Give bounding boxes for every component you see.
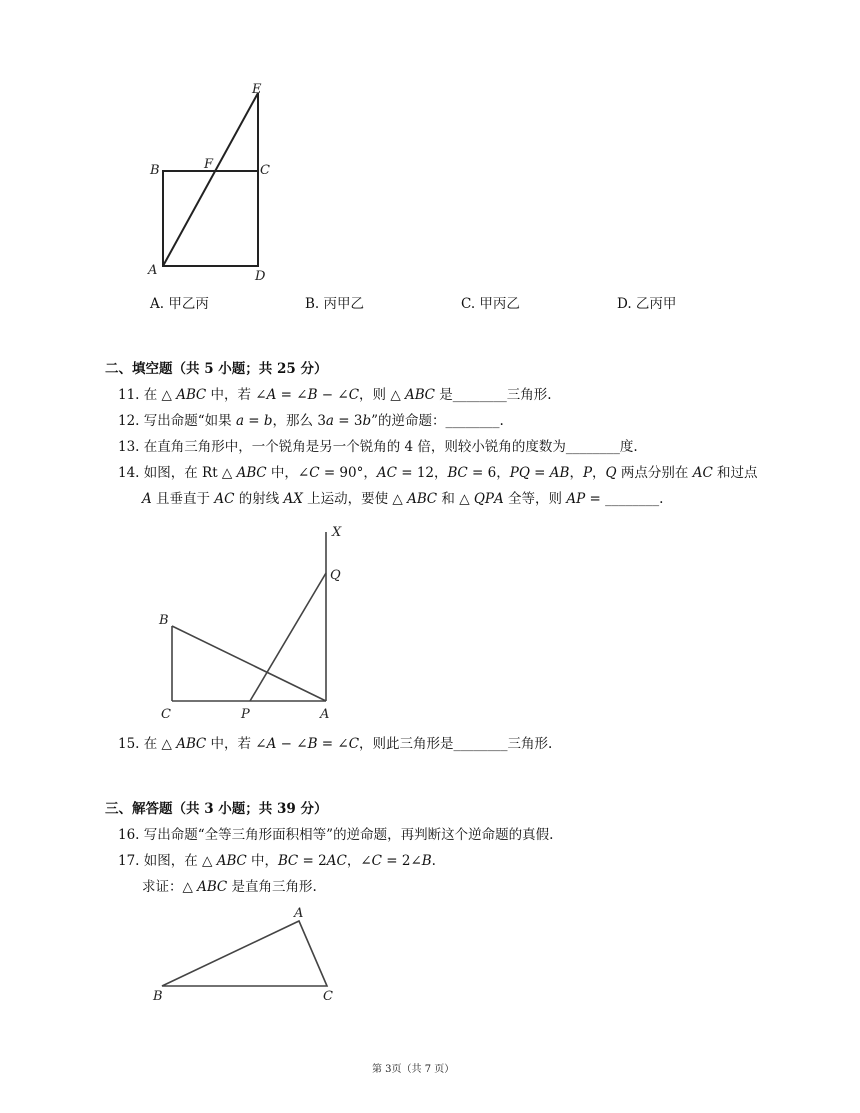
- label-d: D: [255, 269, 266, 284]
- label-a: A: [148, 263, 158, 278]
- triangle-abc: [162, 921, 327, 986]
- question-17-line-2: 求证：△ 𝐴𝐵𝐶 是直角三角形.: [142, 879, 317, 895]
- question-16: 16. 写出命题“全等三角形面积相等”的逆命题，再判断这个逆命题的真假.: [118, 827, 554, 843]
- label-q: Q: [330, 568, 341, 583]
- section-3-title: 三、解答题（共 3 小题；共 39 分）: [105, 801, 328, 817]
- label-f: F: [204, 157, 214, 172]
- section-2-title: 二、填空题（共 5 小题；共 25 分）: [105, 361, 328, 377]
- label-c: C: [161, 707, 171, 722]
- question-12: 12. 写出命题“如果 𝑎 = 𝑏，那么 3𝑎 = 3𝑏”的逆命题：________.: [118, 413, 504, 429]
- question-14-line-2: 𝐴 且垂直于 𝐴𝐶 的射线 𝐴𝑋 上运动，要使 △ 𝐴𝐵𝐶 和 △ 𝑄𝑃𝐴 全等，则 𝐴𝑃 = ________.: [142, 491, 664, 507]
- segment-ae: [163, 93, 258, 266]
- label-a: A: [320, 707, 330, 722]
- page-footer: 第 3页（共 7 页）: [372, 1064, 455, 1075]
- question-13: 13. 在直角三角形中，一个锐角是另一个锐角的 4 倍，则较小锐角的度数为________度.: [118, 439, 638, 455]
- label-x: X: [332, 525, 342, 540]
- label-e: E: [252, 82, 262, 97]
- question-14-line-1: 14. 如图，在 Rt △ 𝐴𝐵𝐶 中，∠𝐶 = 90°，𝐴𝐶 = 12，𝐵𝐶 = 6，𝑃𝑄 = 𝐴𝐵，𝑃，𝑄 两点分别在 𝐴𝐶 和过点: [118, 465, 758, 481]
- option-a: A. 甲乙丙: [150, 296, 209, 312]
- label-c: C: [260, 163, 270, 178]
- option-b: B. 丙甲乙: [305, 296, 365, 312]
- label-b: B: [150, 163, 160, 178]
- segment-ba: [172, 626, 326, 701]
- question-11: 11. 在 △ 𝐴𝐵𝐶 中，若 ∠𝐴 = ∠𝐵 − ∠𝐶，则 △ 𝐴𝐵𝐶 是________三角形.: [118, 387, 552, 403]
- square-figure: [140, 80, 280, 285]
- label-c: C: [323, 989, 333, 1004]
- question-17-figure: [145, 900, 345, 1005]
- square-abcd: [163, 171, 258, 266]
- option-c: C. 甲丙乙: [461, 296, 520, 312]
- label-p: P: [241, 707, 250, 722]
- question-15: 15. 在 △ 𝐴𝐵𝐶 中，若 ∠𝐴 − ∠𝐵 = ∠𝐶，则此三角形是________三角形.: [118, 736, 553, 752]
- option-d: D. 乙丙甲: [617, 296, 677, 312]
- question-14-figure: [150, 518, 355, 723]
- label-b: B: [159, 613, 169, 628]
- label-b: B: [153, 989, 163, 1004]
- question-17-line-1: 17. 如图，在 △ 𝐴𝐵𝐶 中，𝐵𝐶 = 2𝐴𝐶，∠𝐶 = 2∠𝐵.: [118, 853, 436, 869]
- label-a: A: [294, 906, 304, 921]
